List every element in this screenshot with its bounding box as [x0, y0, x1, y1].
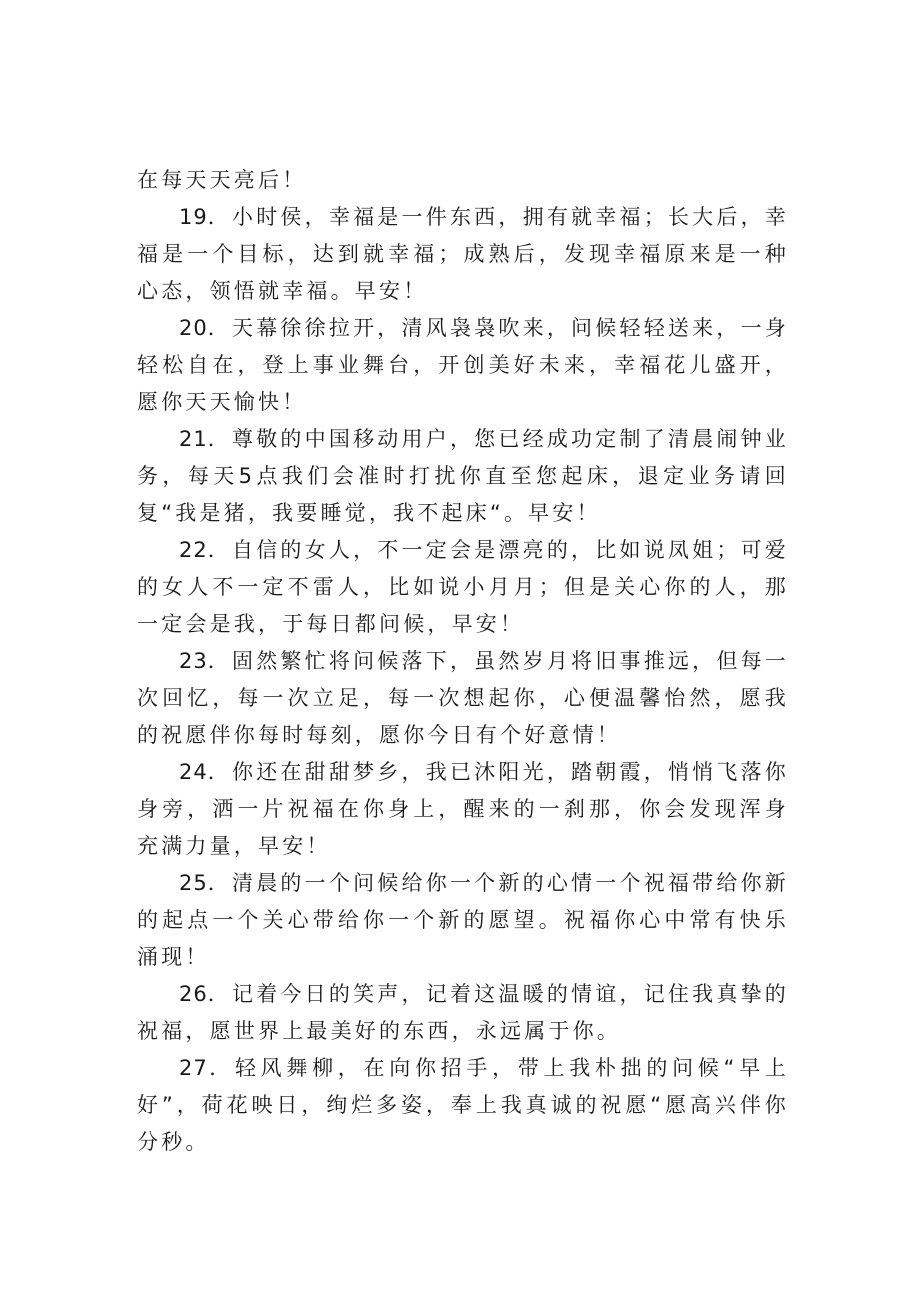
item-text: ．天幕徐徐拉开，清风袅袅吹来，问候轻轻送来，一身轻松自在，登上事业舞台，开创美好未来，幸福花儿盛开，愿你天天愉快！ — [137, 316, 789, 414]
item-number: 25 — [179, 871, 208, 895]
continuation-line: 在每天天亮后！ — [137, 168, 307, 192]
list-item — [137, 643, 789, 754]
item-number: 26 — [179, 982, 208, 1006]
item-number: 21 — [179, 427, 208, 451]
item-number: 27 — [179, 1056, 208, 1080]
list-item — [137, 532, 789, 643]
item-text: ．轻风舞柳，在向你招手，带上我朴拙的问候“早上好”，荷花映日，绚烂多姿，奉上我真诚的祝愿“愿高兴伴你分秒。 — [137, 1056, 789, 1154]
item-text: ．自信的女人，不一定会是漂亮的，比如说凤姐；可爱的女人不一定不雷人，比如说小月月；但是关心你的人，那一定会是我，于每日都问候，早安！ — [137, 538, 789, 636]
item-text: ．固然繁忙将问候落下，虽然岁月将旧事推远，但每一次回忆，每一次立足，每一次想起你，心便温馨怡然，愿我的祝愿伴你每时每刻，愿你今日有个好意情！ — [137, 649, 789, 747]
item-text: ．尊敬的中国移动用户，您已经成功定制了清晨闹钟业务，每天5点我们会准时打扰你直至您起床，退定业务请回复“我是猪，我要睡觉，我不起床“。早安！ — [137, 427, 789, 525]
list-item — [137, 754, 789, 865]
item-text: ．小时侯，幸福是一件东西，拥有就幸福；长大后，幸福是一个目标，达到就幸福；成熟后，发现幸福原来是一种心态，领悟就幸福。早安！ — [137, 205, 789, 303]
item-number: 22 — [179, 538, 208, 562]
list-item — [137, 199, 789, 310]
list-item — [137, 310, 789, 421]
item-text: ．你还在甜甜梦乡，我已沐阳光，踏朝霞，悄悄飞落你身旁，洒一片祝福在你身上，醒来的一刹那，你会发现浑身充满力量，早安！ — [137, 760, 789, 858]
item-number: 19 — [179, 205, 208, 229]
item-text: ．记着今日的笑声，记着这温暖的情谊，记住我真挚的祝福，愿世界上最美好的东西，永远属于你。 — [137, 982, 789, 1043]
list-item — [137, 976, 789, 1050]
item-number: 23 — [179, 649, 208, 673]
item-text: ．清晨的一个问候给你一个新的心情一个祝福带给你新的起点一个关心带给你一个新的愿望。祝福你心中常有快乐涌现！ — [137, 871, 789, 969]
list-item — [137, 1050, 789, 1161]
document-body — [137, 162, 789, 1161]
item-number: 20 — [179, 316, 208, 340]
item-number: 24 — [179, 760, 208, 784]
list-item — [137, 421, 789, 532]
list-item — [137, 865, 789, 976]
